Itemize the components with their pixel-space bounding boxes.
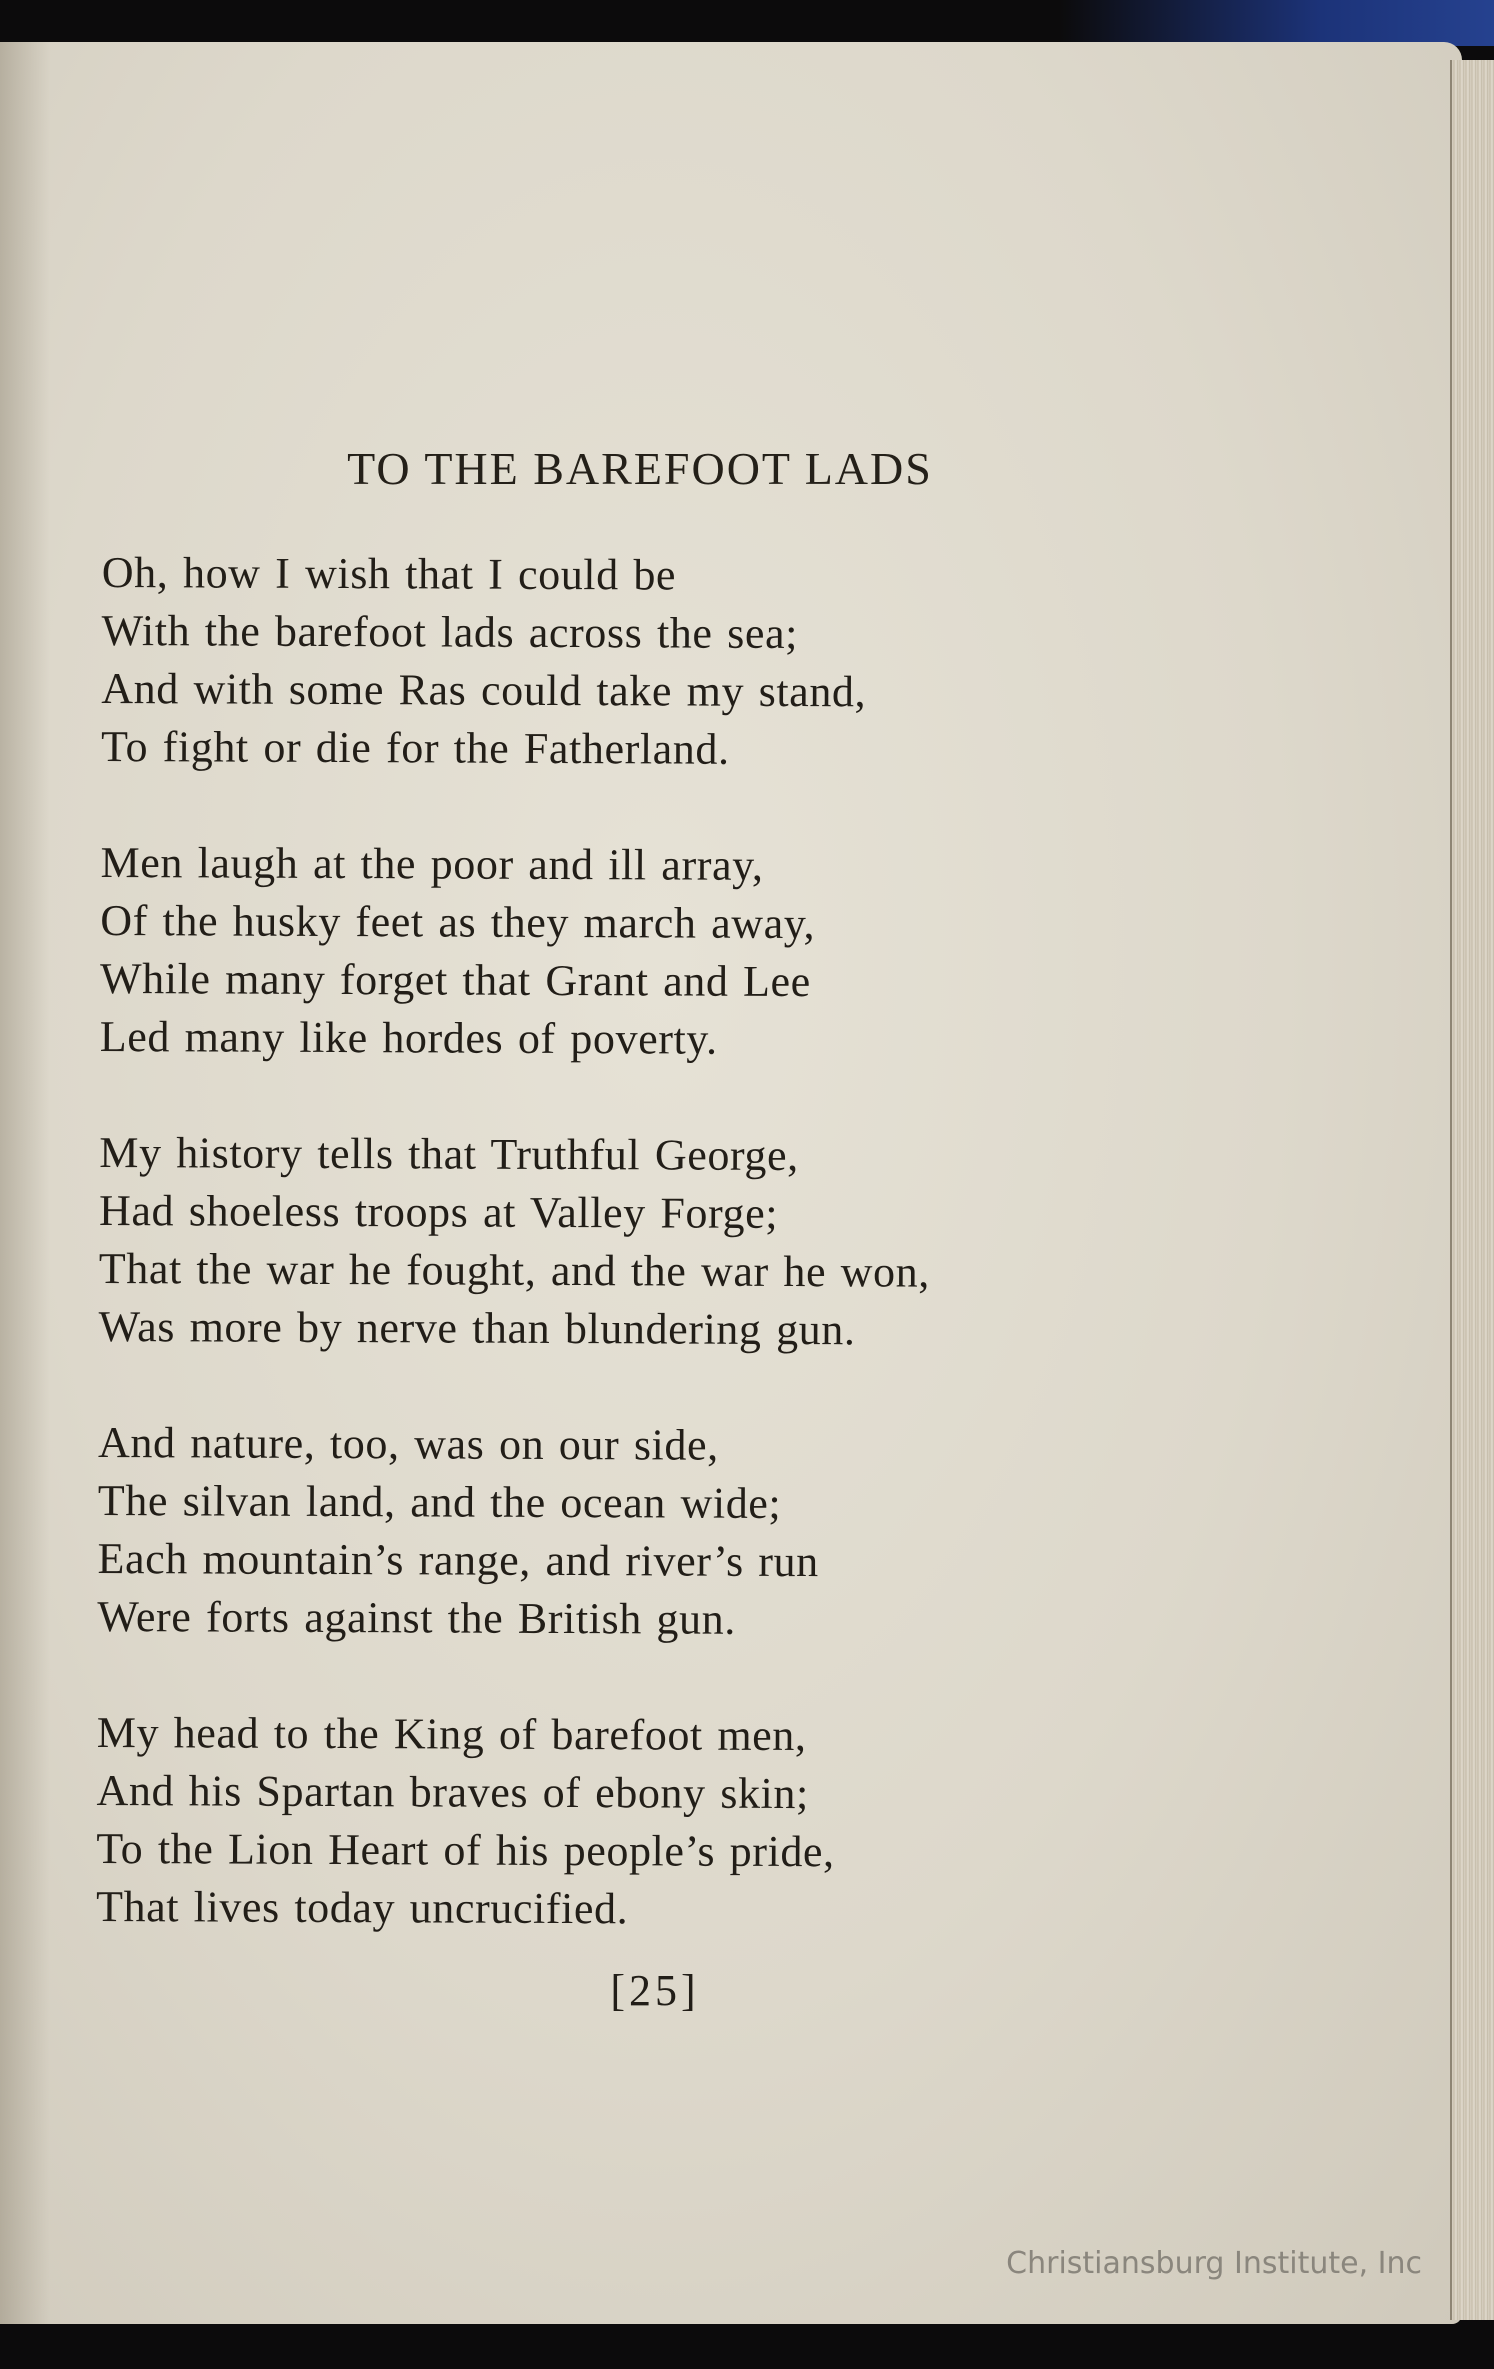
book-cover-edge — [1060, 0, 1494, 46]
poem-line: While many forget that Grant and Lee — [99, 953, 811, 1007]
poem-line: And nature, too, was on our side, — [97, 1417, 719, 1470]
poem-body — [96, 544, 1222, 1999]
poem-line: With the barefoot lads across the sea; — [101, 605, 799, 659]
poem-line: Men laugh at the poor and ill array, — [100, 837, 764, 890]
stanza-2 — [100, 834, 1221, 1071]
poem-line: Of the husky feet as they march away, — [100, 895, 816, 949]
poem-line: That lives today uncrucified. — [95, 1881, 629, 1934]
poem-line: My head to the King of barefoot men, — [96, 1707, 807, 1761]
poem-line: To the Lion Heart of his people’s pride, — [96, 1823, 835, 1877]
stanza-1 — [101, 544, 1222, 781]
poem-line: My history tells that Truthful George, — [99, 1127, 799, 1181]
stanza-4 — [97, 1414, 1218, 1651]
poem-title: TO THE BAREFOOT LADS — [347, 443, 933, 494]
poem-line: And with some Ras could take my stand, — [101, 663, 867, 717]
poem-line: Oh, how I wish that I could be — [101, 547, 677, 600]
poem-line: Each mountain’s range, and river’s run — [97, 1533, 819, 1587]
poem-line: That the war he fought, and the war he won, — [98, 1243, 931, 1297]
poem-line: And his Spartan braves of ebony skin; — [96, 1765, 809, 1819]
poem-line: Was more by nerve than blundering gun. — [98, 1301, 856, 1355]
poem-line: Were forts against the British gun. — [97, 1591, 736, 1644]
watermark: Christiansburg Institute, Inc — [1006, 2246, 1422, 2281]
poem-line: Had shoeless troops at Valley Forge; — [98, 1185, 779, 1238]
poem-line: The silvan land, and the ocean wide; — [97, 1475, 782, 1528]
poem-line: Led many like hordes of poverty. — [99, 1011, 718, 1064]
stanza-3 — [98, 1124, 1219, 1361]
stanza-5 — [96, 1704, 1217, 1941]
page-block-edge — [1450, 60, 1494, 2320]
poem-line: To fight or die for the Fatherland. — [101, 721, 730, 774]
page-number: [25] — [610, 1966, 700, 2015]
